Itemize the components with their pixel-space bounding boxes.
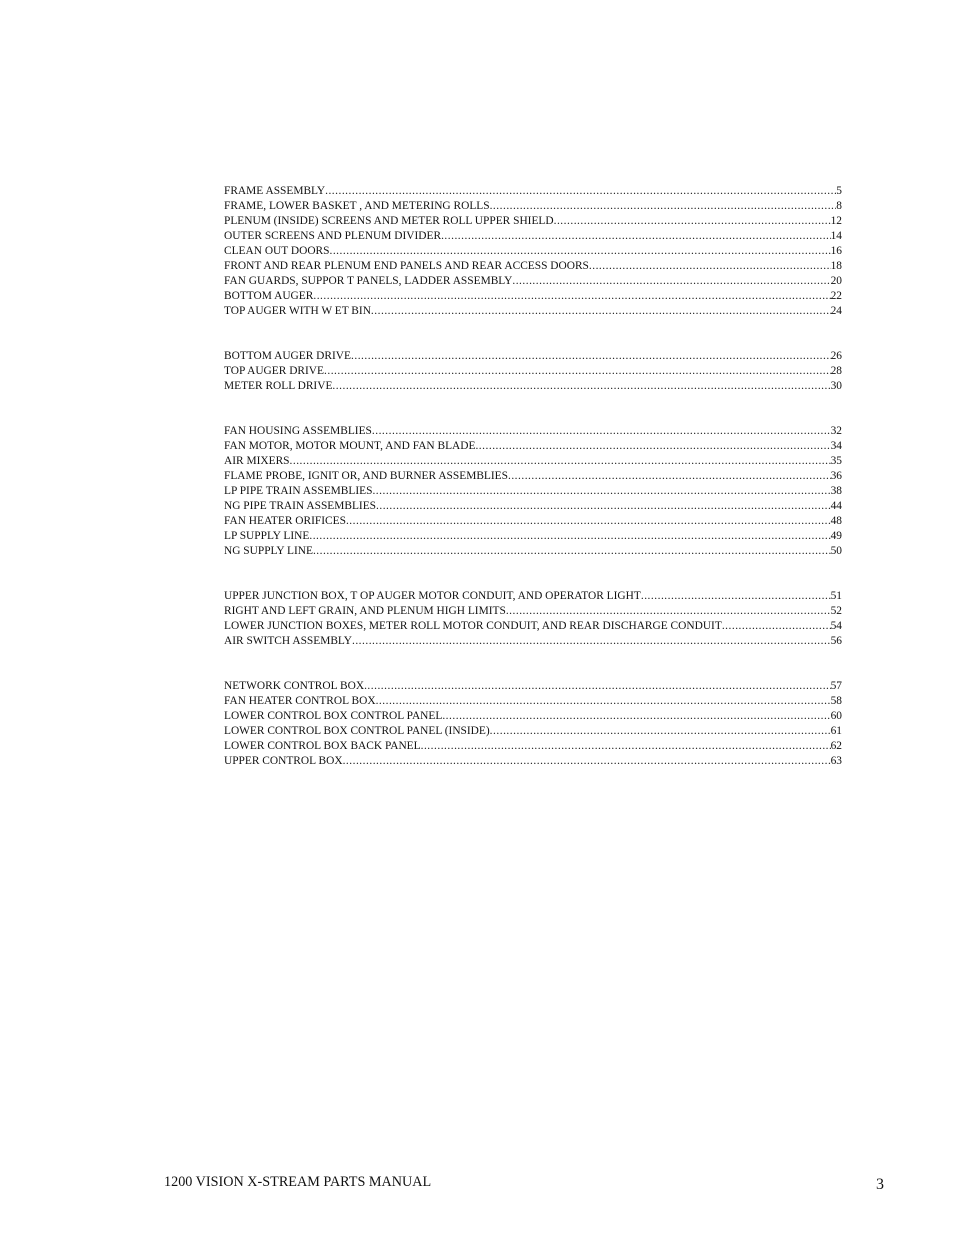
toc-entry [224,439,842,454]
dot-leader [372,424,831,439]
toc-entry-page: 8 [836,200,842,212]
dot-leader [475,439,830,454]
toc-entry-title: TOP AUGER DRIVE [224,365,324,377]
dot-leader [508,469,831,484]
toc-entry-title: LOWER CONTROL BOX BACK PANEL [224,740,421,752]
toc-entry [224,229,842,244]
toc-entry-title: FRAME ASSEMBLY [224,185,326,197]
toc-entry [224,274,842,289]
toc-entry [224,199,842,214]
dot-leader [313,544,831,559]
toc-entry-page: 22 [830,290,842,302]
toc-entry-page: 54 [830,620,842,632]
toc-entry [224,589,842,604]
toc-entry-page: 44 [830,500,842,512]
toc-entry-page: 38 [830,485,842,497]
toc-entry-page: 14 [830,230,842,242]
toc-group [224,349,842,394]
toc-entry [224,214,842,229]
dot-leader [372,484,830,499]
dot-leader [441,229,831,244]
toc-entry-title: AIR SWITCH ASSEMBLY [224,635,352,647]
toc-entry-page: 61 [830,725,842,737]
toc-entry-title: FAN HEATER CONTROL BOX [224,695,376,707]
dot-leader [313,289,830,304]
toc-entry [224,304,842,319]
toc-entry-page: 62 [830,740,842,752]
dot-leader [351,349,831,364]
toc-entry [224,724,842,739]
toc-entry [224,244,842,259]
toc-entry [224,619,842,634]
dot-leader [352,634,831,649]
toc-entry-title: BOTTOM AUGER DRIVE [224,350,351,362]
toc-entry-title: LP SUPPLY LINE [224,530,310,542]
toc-entry [224,379,842,394]
toc-entry-page: 30 [830,380,842,392]
toc-entry [224,424,842,439]
toc-entry-page: 56 [830,635,842,647]
manual-title: 1200 VISION X-STREAM PARTS MANUAL [164,1174,432,1190]
toc-entry-page: 36 [830,470,842,482]
toc-entry-title: UPPER JUNCTION BOX, T OP AUGER MOTOR CONDUIT, AND OPERATOR LIGHT [224,590,641,602]
toc-entry-page: 60 [830,710,842,722]
toc-entry-page: 16 [830,245,842,257]
toc-entry-page: 52 [830,605,842,617]
toc-entry-title: FRONT AND REAR PLENUM END PANELS AND REAR ACCESS DOORS [224,260,589,272]
toc-entry-page: 34 [830,440,842,452]
toc-group [224,424,842,559]
dot-leader [371,304,831,319]
toc-group [224,679,842,769]
toc-entry [224,349,842,364]
toc-entry [224,754,842,769]
toc-entry-title: NG SUPPLY LINE [224,545,313,557]
toc-entry-title: LOWER CONTROL BOX CONTROL PANEL [224,710,443,722]
toc-entry-page: 12 [830,215,842,227]
toc-entry-page: 5 [836,185,842,197]
toc-entry-title: NG PIPE TRAIN ASSEMBLIES [224,500,377,512]
toc-entry [224,739,842,754]
dot-leader [421,739,831,754]
toc-entry-title: FAN HOUSING ASSEMBLIES [224,425,372,437]
toc-entry [224,604,842,619]
toc-entry-page: 48 [830,515,842,527]
dot-leader [589,259,831,274]
dot-leader [309,529,830,544]
toc-entry [224,484,842,499]
dot-leader [506,604,831,619]
toc-entry-title: LP PIPE TRAIN ASSEMBLIES [224,485,373,497]
dot-leader [554,214,831,229]
toc-entry-page: 26 [830,350,842,362]
toc-entry [224,259,842,274]
dot-leader [376,499,831,514]
dot-leader [376,694,831,709]
toc-entry-title: FAN GUARDS, SUPPOR T PANELS, LADDER ASSEMBLY [224,275,513,287]
toc-entry-page: 51 [830,590,842,602]
toc-entry-title: FAN MOTOR, MOTOR MOUNT, AND FAN BLADE [224,440,476,452]
toc-entry [224,469,842,484]
toc-entry [224,454,842,469]
toc-entry [224,544,842,559]
dot-leader [324,364,831,379]
toc-entry [224,184,842,199]
toc-entry-title: LOWER CONTROL BOX CONTROL PANEL (INSIDE) [224,725,490,737]
toc-entry-page: 50 [830,545,842,557]
toc-entry-title: AIR MIXERS [224,455,290,467]
toc-entry [224,514,842,529]
toc-entry-title: PLENUM (INSIDE) SCREENS AND METER ROLL UPPER SHIELD [224,215,554,227]
table-of-contents [224,184,842,769]
toc-entry-page: 24 [830,305,842,317]
dot-leader [343,754,831,769]
toc-entry-title: TOP AUGER WITH W ET BIN [224,305,371,317]
dot-leader [329,244,830,259]
toc-entry-page: 58 [830,695,842,707]
toc-group [224,184,842,319]
toc-entry-title: UPPER CONTROL BOX [224,755,343,767]
toc-entry-page: 28 [830,365,842,377]
toc-entry-page: 57 [830,680,842,692]
page-number: 3 [876,1176,884,1193]
toc-entry-title: BOTTOM AUGER [224,290,314,302]
dot-leader [290,454,831,469]
toc-entry-title: FRAME, LOWER BASKET , AND METERING ROLLS [224,200,490,212]
toc-entry-title: LOWER JUNCTION BOXES, METER ROLL MOTOR CONDUIT, AND REAR DISCHARGE CONDUIT [224,620,722,632]
dot-leader [641,589,831,604]
toc-entry [224,289,842,304]
toc-entry-title: FAN HEATER ORIFICES [224,515,346,527]
toc-entry-title: METER ROLL DRIVE [224,380,333,392]
toc-entry-page: 18 [830,260,842,272]
dot-leader [490,724,831,739]
toc-entry [224,529,842,544]
toc-entry-page: 49 [830,530,842,542]
toc-entry-page: 63 [830,755,842,767]
dot-leader [325,184,836,199]
dot-leader [442,709,830,724]
toc-entry-title: OUTER SCREENS AND PLENUM DIVIDER [224,230,442,242]
toc-entry-title: NETWORK CONTROL BOX [224,680,365,692]
toc-entry-title: CLEAN OUT DOORS [224,245,330,257]
toc-group [224,589,842,649]
toc-entry-page: 20 [830,275,842,287]
toc-entry [224,364,842,379]
toc-entry-page: 32 [830,425,842,437]
toc-entry-title: FLAME PROBE, IGNIT OR, AND BURNER ASSEMBLIES [224,470,508,482]
toc-entry [224,694,842,709]
toc-entry-page: 35 [830,455,842,467]
dot-leader [364,679,831,694]
dot-leader [512,274,830,289]
toc-entry [224,709,842,724]
toc-entry [224,634,842,649]
dot-leader [346,514,831,529]
toc-entry [224,679,842,694]
dot-leader [490,199,837,214]
toc-entry-title: RIGHT AND LEFT GRAIN, AND PLENUM HIGH LIMITS [224,605,506,617]
dot-leader [722,619,831,634]
toc-entry [224,499,842,514]
dot-leader [332,379,830,394]
